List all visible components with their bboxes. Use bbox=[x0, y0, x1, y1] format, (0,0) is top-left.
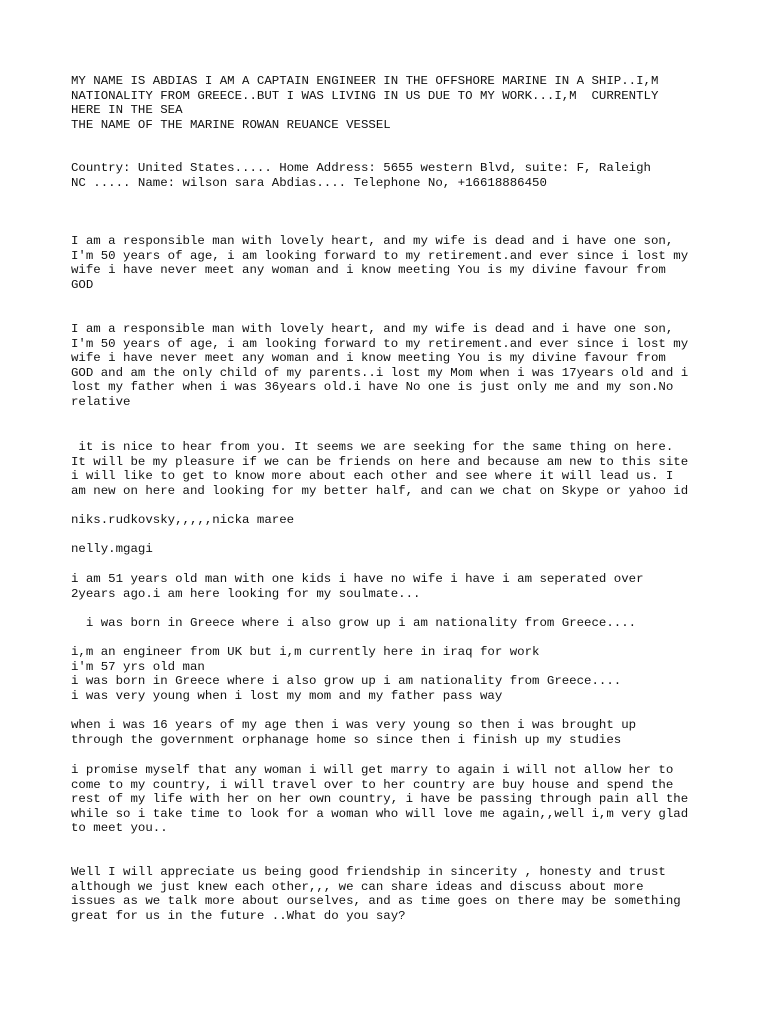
paragraph-responsible-man: I am a responsible man with lovely heart, and my wife is dead and i have one son, I'm 50 years of age, i am looking forward to my retirement.and ever since i lost my wife i have never meet any woman and i know meeting You is my divine favour from GOD bbox=[71, 234, 689, 292]
paragraph-engineer-uk: i,m an engineer from UK but i,m currently here in iraq for work i'm 57 yrs old man i was born in Greece where i also grow up i am nationality from Greece.... i was very young when i lost my mom and my father pass way bbox=[71, 645, 622, 703]
paragraph-orphanage: when i was 16 years of my age then i was very young so then i was brought up through the government orphanage home so since then i finish up my studies bbox=[71, 718, 637, 747]
paragraph-contact-id-2: nelly.mgagi bbox=[71, 542, 153, 556]
paragraph-born-greece: i was born in Greece where i also grow up i am nationality from Greece.... bbox=[71, 616, 637, 630]
paragraph-51-years: i am 51 years old man with one kids i have no wife i have i am seperated over 2years ago.i am here looking for my soulmate... bbox=[71, 572, 644, 601]
paragraph-intro: MY NAME IS ABDIAS I AM A CAPTAIN ENGINEER IN THE OFFSHORE MARINE IN A SHIP..I,M NATIONALITY FROM GREECE..BUT I WAS LIVING IN US DUE TO MY WORK...I,M CURRENTLY HERE IN THE SEA THE NAME OF THE MARINE ROWAN REUANCE VESSEL bbox=[71, 74, 659, 132]
paragraph-promise: i promise myself that any woman i will get marry to again i will not allow her to come to my country, i will travel over to her country are buy house and spend the rest of my life with her on her own country, i have be passing through pain all the while so i take time to look for a woman who will love me again,,well i,m very glad to meet you.. bbox=[71, 763, 689, 836]
paragraph-address: Country: United States..... Home Address: 5655 western Blvd, suite: F, Raleigh NC ..... Name: wilson sara Abdias.... Telephone No, +16618886450 bbox=[71, 161, 651, 190]
paragraph-friendship: Well I will appreciate us being good friendship in sincerity , honesty and trust although we just knew each other,,, we can share ideas and discuss about more issues as we talk more about ourselves, and as time goes on there may be something great for us in the future ..What do you say? bbox=[71, 865, 681, 923]
paragraph-nice-to-hear: it is nice to hear from you. It seems we are seeking for the same thing on here. It will be my pleasure if we can be friends on here and because am new to this site i will like to get to know more about each other and see where it will lead us. I am new on here and looking for my better half, and can we chat on Skype or yahoo id bbox=[71, 440, 689, 498]
paragraph-responsible-man-2: I am a responsible man with lovely heart, and my wife is dead and i have one son, I'm 50 years of age, i am looking forward to my retirement.and ever since i lost my wife i have never meet any woman and i know meeting You is my divine favour from GOD and am the only child of my parents..i lost my Mom when i was 17years old and i lost my father when i was 36years old.i have No one is just only me and my son.No relative bbox=[71, 322, 689, 409]
paragraph-contact-ids: niks.rudkovsky,,,,,nicka maree bbox=[71, 513, 295, 527]
